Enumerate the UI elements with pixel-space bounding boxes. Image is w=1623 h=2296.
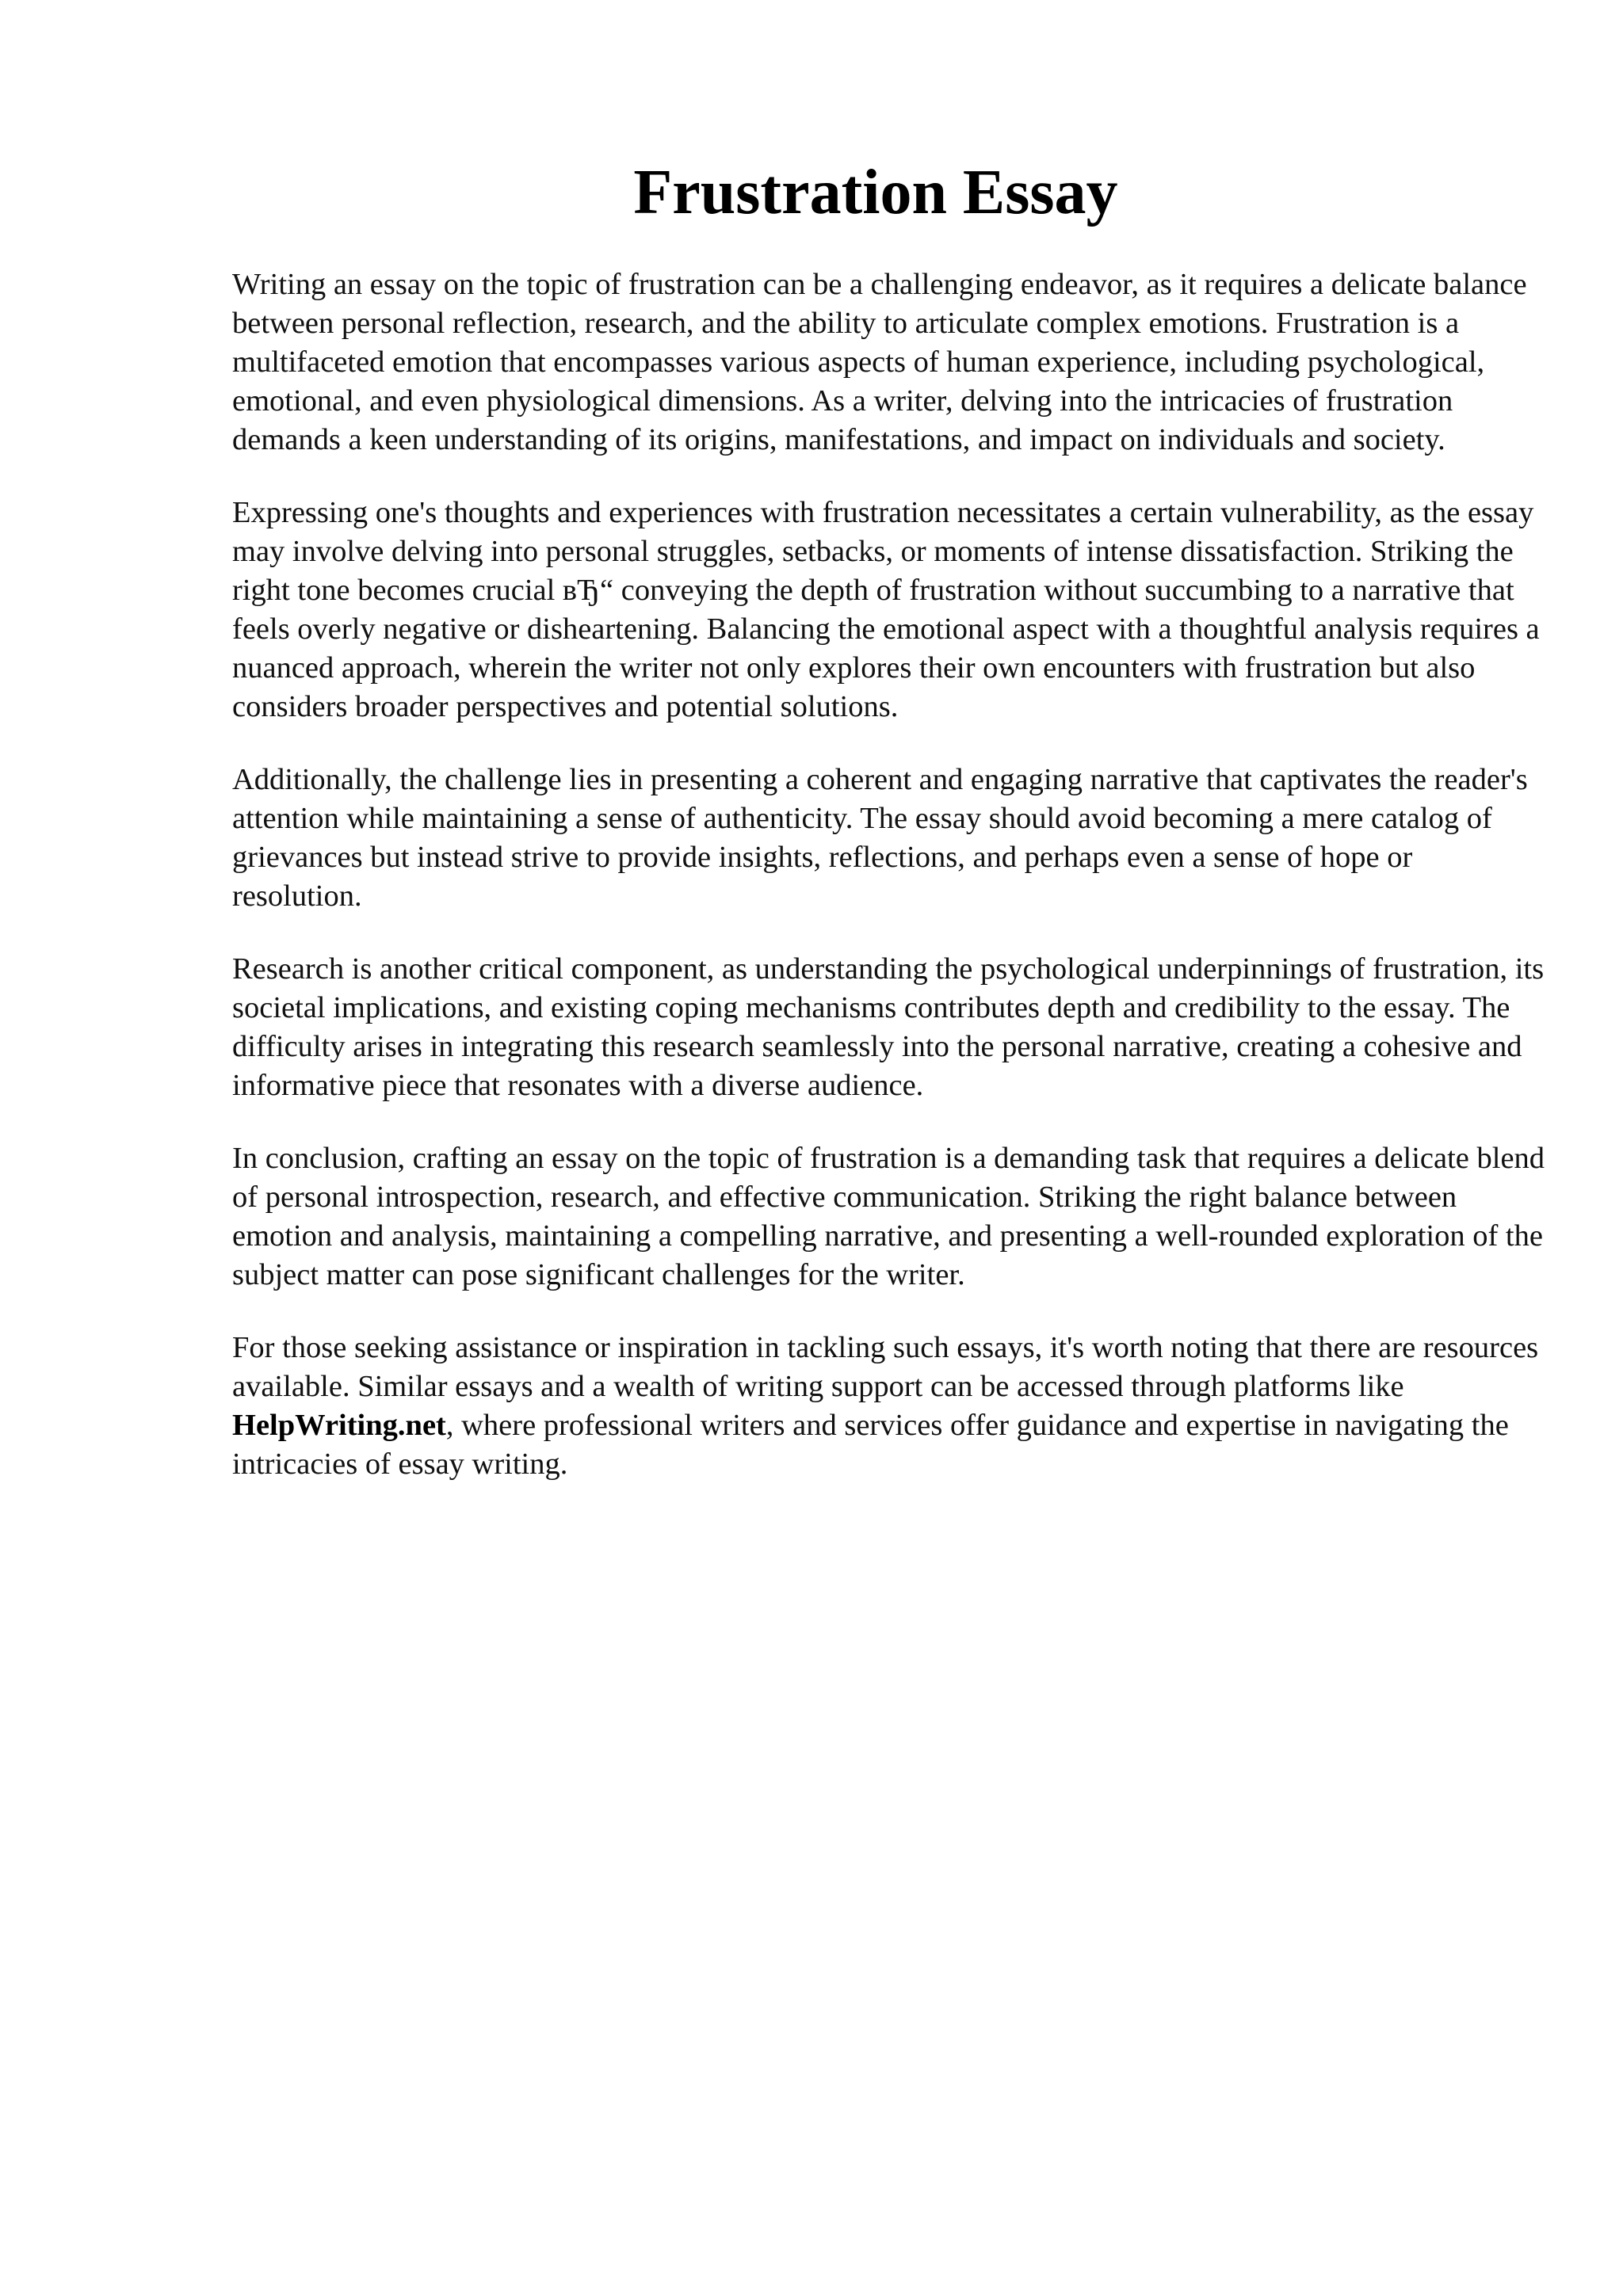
paragraph-2: Expressing one's thoughts and experiences with frustration necessitates a certain vulnerability, as the essay may involve delving into personal struggles, setbacks, or moments of intense dissatisfaction. Striking the right tone becomes crucial вЂ“ conveying the depth of frustration without succumbing to a narrative that feels overly negative or disheartening. Balancing the emotional aspect with a thoughtful analysis requires a nuanced approach, wherein the writer not only explores their own encounters with frustration but also considers broader perspectives and potential solutions.	[232, 496, 1540, 723]
paragraph-4: Research is another critical component, as understanding the psychological underpinnings of frustration, its societal implications, and existing coping mechanisms contributes depth and credibility to the essay. The difficulty arises in integrating this research seamlessly into the personal narrative, creating a cohesive and informative piece that resonates with a diverse audience.	[232, 952, 1545, 1102]
paragraph-6-text-after-link: , where professional writers and services offer guidance and expertise in navigating the intricacies of essay writing.	[232, 1409, 1509, 1481]
paragraph-6-text-before-link: For those seeking assistance or inspiration in tackling such essays, it's worth noting that there are resources available. Similar essays and a wealth of writing support can be accessed through platforms like	[232, 1331, 1539, 1403]
paragraph-1: Writing an essay on the topic of frustration can be a challenging endeavor, as it requires a delicate balance between personal reflection, research, and the ability to articulate complex emotions. Frustration is a multifaceted emotion that encompasses various aspects of human experience, including psychological, emotional, and even physiological dimensions. As a writer, delving into the intricacies of frustration demands a keen understanding of its origins, manifestations, and impact on individuals and society.	[232, 268, 1527, 456]
helpwriting-link[interactable]: HelpWriting.net	[232, 1409, 446, 1442]
paragraph-6	[232, 1329, 1548, 1484]
paragraph-5: In conclusion, crafting an essay on the topic of frustration is a demanding task that requires a delicate blend of personal introspection, research, and effective communication. Striking the right balance between emotion and analysis, maintaining a compelling narrative, and presenting a well-rounded exploration of the subject matter can pose significant challenges for the writer.	[232, 1142, 1545, 1291]
document-title: Frustration Essay	[633, 158, 1118, 227]
document-body	[232, 265, 1548, 1518]
paragraph-3: Additionally, the challenge lies in presenting a coherent and engaging narrative that captivates the reader's attention while maintaining a sense of authenticity. The essay should avoid becoming a mere catalog of grievances but instead strive to provide insights, reflections, and perhaps even a sense of hope or resolution.	[232, 763, 1528, 913]
